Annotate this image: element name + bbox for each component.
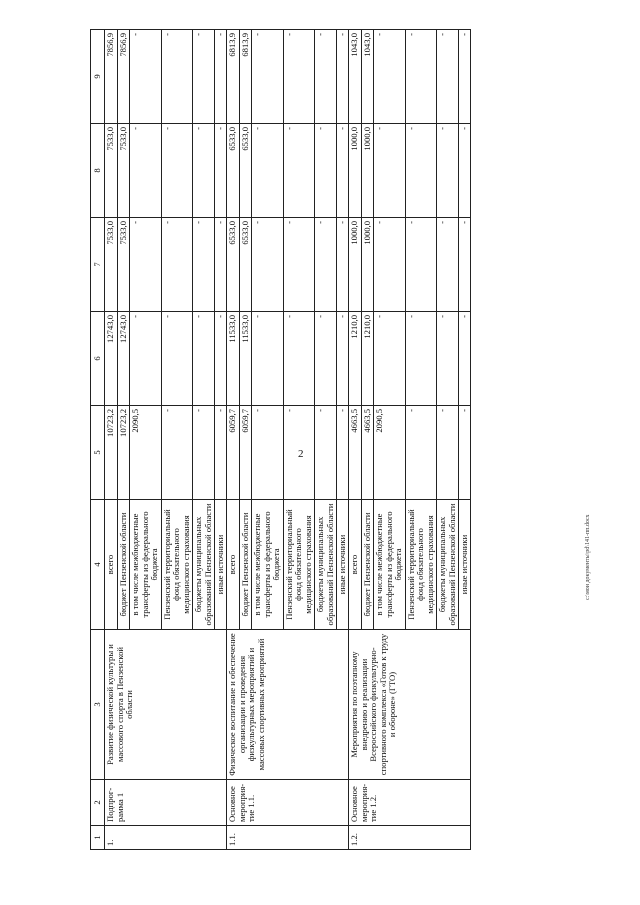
header-cell: 6 xyxy=(91,312,105,406)
amount-cell: - xyxy=(336,312,348,406)
amount-cell: - xyxy=(315,406,337,500)
amount-cell: - xyxy=(405,218,436,312)
funding-source-cell: бюджеты муниципальных образований Пензенской области xyxy=(193,500,215,630)
funding-source-cell: бюджет Пензенской области xyxy=(239,500,251,630)
program-code-cell: Основное мероприя-тие 1.2. xyxy=(349,780,471,826)
amount-cell: - xyxy=(130,30,161,124)
amount-cell: 6059,7 xyxy=(227,406,239,500)
amount-cell: 7533,0 xyxy=(105,218,117,312)
rotated-table-wrapper xyxy=(90,30,575,850)
amount-cell: - xyxy=(193,406,215,500)
header-cell: 8 xyxy=(91,124,105,218)
amount-cell: - xyxy=(437,406,459,500)
page-number: 2 xyxy=(298,448,304,460)
amount-cell: 6533,0 xyxy=(227,124,239,218)
amount-cell: - xyxy=(193,124,215,218)
amount-cell: - xyxy=(458,124,470,218)
funding-source-cell: всего xyxy=(349,500,361,630)
amount-cell: - xyxy=(130,218,161,312)
amount-cell: 4663,5 xyxy=(349,406,361,500)
amount-cell: - xyxy=(405,312,436,406)
amount-cell: 1043,0 xyxy=(349,30,361,124)
row-number-cell: 1. xyxy=(105,826,227,850)
funding-source-cell: всего xyxy=(105,500,117,630)
amount-cell: - xyxy=(374,30,405,124)
header-cell: 7 xyxy=(91,218,105,312)
amount-cell: - xyxy=(405,30,436,124)
amount-cell: - xyxy=(193,218,215,312)
amount-cell: 6059,7 xyxy=(239,406,251,500)
amount-cell: 7533,0 xyxy=(117,218,129,312)
amount-cell: - xyxy=(437,312,459,406)
amount-cell: 11533,0 xyxy=(227,312,239,406)
amount-cell: - xyxy=(437,124,459,218)
amount-cell: - xyxy=(252,406,283,500)
row-number-cell: 1.2. xyxy=(349,826,471,850)
header-cell: 5 xyxy=(91,406,105,500)
amount-cell: 7856,9 xyxy=(105,30,117,124)
amount-cell: 6813,9 xyxy=(227,30,239,124)
amount-cell: - xyxy=(252,30,283,124)
amount-cell: - xyxy=(252,124,283,218)
funding-source-cell: иные источники xyxy=(458,500,470,630)
funding-source-cell: бюджет Пензенской области xyxy=(361,500,373,630)
amount-cell: - xyxy=(214,124,226,218)
amount-cell: - xyxy=(437,30,459,124)
funding-source-cell: иные источники xyxy=(214,500,226,630)
table-row xyxy=(349,30,361,850)
amount-cell: - xyxy=(374,312,405,406)
amount-cell: - xyxy=(283,124,314,218)
amount-cell: - xyxy=(161,124,192,218)
funding-source-cell: бюджеты муниципальных образований Пензенской области xyxy=(437,500,459,630)
amount-cell: 6533,0 xyxy=(239,124,251,218)
table-stage xyxy=(90,30,575,850)
amount-cell: 6813,9 xyxy=(239,30,251,124)
budget-table xyxy=(90,29,471,850)
amount-cell: - xyxy=(374,124,405,218)
amount-cell: - xyxy=(458,218,470,312)
amount-cell: - xyxy=(193,312,215,406)
amount-cell: 1000,0 xyxy=(361,124,373,218)
program-name-cell: Развитие физической культуры и массового спорта в Пензенской области xyxy=(105,630,227,780)
header-cell: 9 xyxy=(91,30,105,124)
amount-cell: 1000,0 xyxy=(361,218,373,312)
amount-cell: - xyxy=(283,312,314,406)
header-cell: 4 xyxy=(91,500,105,630)
program-code-cell: Основное мероприя-тие 1.1. xyxy=(227,780,349,826)
amount-cell: - xyxy=(161,312,192,406)
amount-cell: - xyxy=(336,124,348,218)
amount-cell: - xyxy=(283,30,314,124)
program-name-cell: Физическое воспитание и обеспечение организации и проведения физкультурных мероприятий и массовых спортивных мероприятий xyxy=(227,630,349,780)
amount-cell: - xyxy=(193,30,215,124)
funding-source-cell: бюджеты муниципальных образований Пензенской области xyxy=(315,500,337,630)
amount-cell: - xyxy=(315,124,337,218)
funding-source-cell: иные источники xyxy=(336,500,348,630)
amount-cell: 6533,0 xyxy=(227,218,239,312)
header-cell: 3 xyxy=(91,630,105,780)
amount-cell: - xyxy=(214,30,226,124)
amount-cell: 6533,0 xyxy=(239,218,251,312)
amount-cell: 7533,0 xyxy=(117,124,129,218)
amount-cell: - xyxy=(374,218,405,312)
amount-cell: 2090,5 xyxy=(374,406,405,500)
row-number-cell: 1.1. xyxy=(227,826,349,850)
amount-cell: - xyxy=(130,312,161,406)
footer-file-path: c:\мои документы\рd\141-пп.docx xyxy=(585,514,591,600)
funding-source-cell: Пензенский территориальный фонд обязательного медицинского страхования xyxy=(283,500,314,630)
amount-cell: - xyxy=(336,406,348,500)
amount-cell: 12743,0 xyxy=(117,312,129,406)
amount-cell: - xyxy=(252,218,283,312)
program-code-cell: Подпрог-рамма 1 xyxy=(105,780,227,826)
amount-cell: - xyxy=(130,124,161,218)
header-cell: 2 xyxy=(91,780,105,826)
amount-cell: 1210,0 xyxy=(361,312,373,406)
header-cell: 1 xyxy=(91,826,105,850)
amount-cell: - xyxy=(214,312,226,406)
amount-cell: 11533,0 xyxy=(239,312,251,406)
amount-cell: 7533,0 xyxy=(105,124,117,218)
amount-cell: 10723,2 xyxy=(105,406,117,500)
funding-source-cell: в том числе межбюджетные трансферты из федерального бюджета xyxy=(130,500,161,630)
amount-cell: - xyxy=(283,218,314,312)
funding-source-cell: Пензенский территориальный фонд обязательного медицинского страхования xyxy=(161,500,192,630)
table-row xyxy=(227,30,239,850)
amount-cell: - xyxy=(315,30,337,124)
funding-source-cell: бюджет Пензенской области xyxy=(117,500,129,630)
amount-cell: - xyxy=(161,30,192,124)
amount-cell: 1043,0 xyxy=(361,30,373,124)
amount-cell: - xyxy=(458,406,470,500)
amount-cell: 1000,0 xyxy=(349,218,361,312)
amount-cell: - xyxy=(161,218,192,312)
amount-cell: - xyxy=(336,30,348,124)
amount-cell: 12743,0 xyxy=(105,312,117,406)
amount-cell: - xyxy=(405,406,436,500)
funding-source-cell: всего xyxy=(227,500,239,630)
amount-cell: 10723,2 xyxy=(117,406,129,500)
funding-source-cell: в том числе межбюджетные трансферты из федерального бюджета xyxy=(252,500,283,630)
amount-cell: - xyxy=(214,406,226,500)
amount-cell: - xyxy=(252,312,283,406)
amount-cell: 1000,0 xyxy=(349,124,361,218)
amount-cell: - xyxy=(283,406,314,500)
amount-cell: - xyxy=(405,124,436,218)
funding-source-cell: в том числе межбюджетные трансферты из федерального бюджета xyxy=(374,500,405,630)
amount-cell: - xyxy=(315,218,337,312)
header-row xyxy=(91,30,105,850)
amount-cell: 1210,0 xyxy=(349,312,361,406)
amount-cell: - xyxy=(161,406,192,500)
amount-cell: 2090,5 xyxy=(130,406,161,500)
amount-cell: - xyxy=(458,312,470,406)
program-name-cell: Мероприятия по поэтапному внедрению и реализации Всероссийского физкультурно-спортивного комплекса «Готов к труду и обороне» (ГТО) xyxy=(349,630,471,780)
amount-cell: - xyxy=(315,312,337,406)
amount-cell: 7856,9 xyxy=(117,30,129,124)
table-row xyxy=(105,30,117,850)
amount-cell: - xyxy=(437,218,459,312)
amount-cell: - xyxy=(214,218,226,312)
amount-cell: 4663,5 xyxy=(361,406,373,500)
table-body xyxy=(105,30,471,850)
amount-cell: - xyxy=(336,218,348,312)
funding-source-cell: Пензенский территориальный фонд обязательного медицинского страхования xyxy=(405,500,436,630)
amount-cell: - xyxy=(458,30,470,124)
